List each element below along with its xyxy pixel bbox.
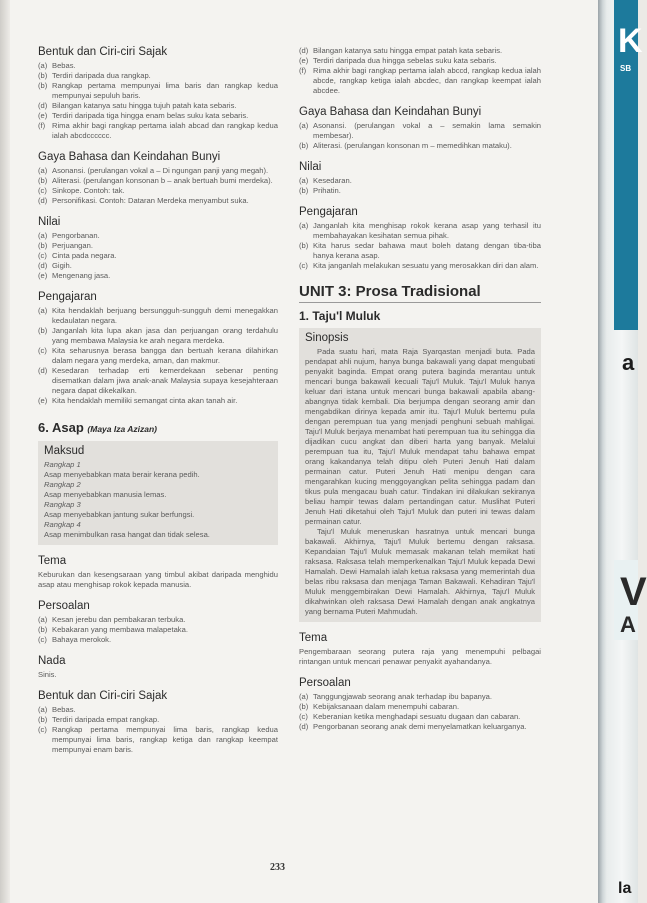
- nada-text: Sinis.: [38, 670, 57, 679]
- edge-letter: a: [622, 350, 635, 375]
- list-marker: (a): [299, 221, 309, 230]
- list-marker: (c): [38, 346, 47, 355]
- section-heading: Nilai: [299, 161, 322, 173]
- list-text: Terdiri daripada tiga hingga enam belas suku kata sebaris.: [52, 111, 249, 120]
- list-text: Mengenang jasa.: [52, 271, 111, 280]
- list-marker: (e): [38, 271, 48, 280]
- list-marker: (d): [38, 196, 48, 205]
- list: [299, 121, 541, 151]
- list-marker: (f): [38, 121, 46, 130]
- tema-text: Pengembaraan seorang putera raja yang menempuhi pelbagai rintangan untuk mencari penawar penyakit ayahandanya.: [299, 647, 541, 666]
- list-marker: (a): [38, 705, 48, 714]
- list-marker: (e): [299, 56, 309, 65]
- list-item: [299, 66, 541, 96]
- list-marker: (c): [38, 251, 47, 260]
- list-item: [299, 141, 541, 151]
- list-text: Prihatin.: [313, 186, 341, 195]
- edge-letter: la: [618, 880, 632, 897]
- list-text: Kesedaran.: [313, 176, 352, 185]
- list-text: Aliterasi. (perulangan konsonan b – anak bertuah bumi merdeka).: [52, 176, 273, 185]
- list-text: Rima akhir bagi rangkap pertama ialah abcad dan rangkap kedua ialah abcdcccccc.: [52, 121, 278, 140]
- list-marker: (b): [38, 176, 48, 185]
- section-heading: Nada: [38, 655, 66, 667]
- story-title: 1. Taju'l Muluk: [299, 309, 381, 323]
- stanza-meaning: Asap menyebabkan mata berair kerana pedih.: [44, 470, 200, 479]
- tema-text: Keburukan dan kesengsaraan yang timbul akibat daripada menghidu asap atau menghisap rokok kepada manusia.: [38, 570, 278, 589]
- list-text: Kita janganlah melakukan sesuatu yang merosakkan diri dan alam.: [313, 261, 539, 270]
- section-heading: Gaya Bahasa dan Keindahan Bunyi: [299, 106, 482, 118]
- list-text: Terdiri daripada dua rangkap.: [52, 71, 151, 80]
- list-item: [299, 702, 541, 712]
- list-text: Kita harus sedar bahawa maut boleh datang dengan tiba-tiba hanya kerana asap.: [313, 241, 541, 260]
- list-text: Personifikasi. Contoh: Dataran Merdeka menyambut suka.: [52, 196, 249, 205]
- sinopsis-paragraph: Taju'l Muluk meneruskan hasratnya untuk mencari bunga bakawali. Akhirnya, Taju'l Muluk bertemu dengan raksasa. Kepandaian Taju'l Muluk memasak makanan telah memikat hati raksasa. Raksasa telah memperkenalkan Taju'l Muluk kepada Dewi Hamalah. Dewi Hamalah ialah ketua raksasa yang memerintah dua belas ribu raksasa dan menjaga Taman Bakawali. Kehadiran Taju'l Muluk menggembirakan Dewi Hamalah. Akhirnya, Taju'l Muluk dikahwinkan oleh raksasa Dewi Hamalah dengan anak angkatnya yang bernama Puteri Mahmudah.: [305, 527, 535, 616]
- list-marker: (c): [38, 635, 47, 644]
- list-item: [299, 261, 541, 271]
- list-marker: (d): [299, 722, 309, 731]
- section-heading: Bentuk dan Ciri-ciri Sajak: [38, 46, 168, 58]
- section-heading: Gaya Bahasa dan Keindahan Bunyi: [38, 151, 221, 163]
- list-item: [38, 625, 278, 635]
- list: [299, 692, 541, 732]
- left-column: [38, 46, 278, 755]
- section-heading: Persoalan: [299, 677, 351, 689]
- section-heading: Bentuk dan Ciri-ciri Sajak: [38, 690, 168, 702]
- binding-shadow: [0, 0, 10, 903]
- list-item: [38, 366, 278, 396]
- list-item: [38, 196, 278, 206]
- list-item: [38, 271, 278, 281]
- list-marker: (a): [38, 166, 48, 175]
- list-item: [38, 725, 278, 755]
- list-item: [299, 56, 541, 66]
- list-marker: (a): [299, 692, 309, 701]
- section-heading: Nilai: [38, 216, 61, 228]
- list-marker: (d): [299, 46, 309, 55]
- list-item: [38, 231, 278, 241]
- list-item: [38, 241, 278, 251]
- list-marker: (a): [38, 61, 48, 70]
- list-marker: (d): [38, 101, 48, 110]
- list-marker: (a): [299, 176, 309, 185]
- unit-title: UNIT 3: Prosa Tradisional: [299, 283, 481, 300]
- stanza-label: Rangkap 2: [44, 480, 81, 489]
- list-marker: (e): [38, 396, 48, 405]
- list-marker: (b): [299, 241, 309, 250]
- list-marker: (c): [38, 725, 47, 734]
- stanza-meaning: Asap menyebabkan manusia lemas.: [44, 490, 167, 499]
- list-item: [38, 715, 278, 725]
- list-text: Gigih.: [52, 261, 72, 270]
- maksud-list: [44, 460, 272, 540]
- edge-letter: V: [620, 570, 647, 614]
- list-item: [38, 186, 278, 196]
- list-marker: (a): [299, 121, 309, 130]
- list: [299, 46, 541, 96]
- list-marker: (b): [299, 186, 309, 195]
- list-item: [38, 705, 278, 715]
- list-text: Janganlah kita lupa akan jasa dan perjuangan orang terdahulu yang membawa Malaysia ke arah negara merdeka.: [52, 326, 278, 345]
- stanza-label: Rangkap 1: [44, 460, 81, 469]
- list-marker: (d): [38, 366, 48, 375]
- stanza-meaning: Asap menyebabkan jantung sukar berfungsi.: [44, 510, 195, 519]
- list: [38, 306, 278, 406]
- list-marker: (b): [38, 81, 48, 90]
- list-text: Rangkap pertama mempunyai lima baris dan rangkap kedua mempunyai sepuluh baris.: [52, 81, 278, 100]
- list-text: Kita seharusnya berasa bangga dan bertuah kerana dilahirkan dalam negara yang merdeka, aman, dan makmur.: [52, 346, 278, 365]
- list-text: Bahaya merokok.: [52, 635, 112, 644]
- list-text: Sinkope. Contoh: tak.: [52, 186, 125, 195]
- list: [38, 166, 278, 206]
- list-text: Terdiri daripada empat rangkap.: [52, 715, 160, 724]
- list-item: [38, 261, 278, 271]
- stanza-label: Rangkap 3: [44, 500, 81, 509]
- list-item: [38, 81, 278, 101]
- list-item: [38, 101, 278, 111]
- list-text: Bilangan katanya satu hingga empat patah kata sebaris.: [313, 46, 503, 55]
- list-item: [38, 166, 278, 176]
- list-item: [38, 176, 278, 186]
- list-item: [299, 692, 541, 702]
- list-text: Janganlah kita menghisap rokok kerana asap yang terhasil itu membahayakan kesihatan semua pihak.: [313, 221, 541, 240]
- section-heading: Pengajaran: [299, 206, 358, 218]
- list-text: Cinta pada negara.: [52, 251, 117, 260]
- list-marker: (a): [38, 615, 48, 624]
- list-marker: (b): [38, 71, 48, 80]
- list-item: [38, 61, 278, 71]
- list-item: [38, 396, 278, 406]
- list-text: Bebas.: [52, 61, 76, 70]
- divider: [299, 302, 541, 303]
- list-marker: (a): [38, 306, 48, 315]
- list-text: Pengorbanan.: [52, 231, 100, 240]
- list: [38, 231, 278, 281]
- list-item: [299, 186, 541, 196]
- list-text: Kebijaksanaan dalam menempuhi cabaran.: [313, 702, 460, 711]
- list-item: [38, 306, 278, 326]
- right-column: [299, 46, 541, 732]
- section-heading: Persoalan: [38, 600, 90, 612]
- list-text: Kita hendaklah memiliki semangat cinta akan tanah air.: [52, 396, 238, 405]
- list-marker: (e): [38, 111, 48, 120]
- list-text: Rima akhir bagi rangkap pertama ialah abccd, rangkap kedua ialah abcde, rangkap ketiga ialah abcdec, dan rangkap keempat ialah abcdee.: [313, 66, 541, 95]
- list-item: [38, 251, 278, 261]
- section-heading: Tema: [299, 632, 328, 644]
- list-text: Aliterasi. (perulangan konsonan m – memedihkan mataku).: [313, 141, 512, 150]
- list-text: Kebakaran yang membawa malapetaka.: [52, 625, 188, 634]
- list-item: [38, 111, 278, 121]
- section-heading: Tema: [38, 555, 67, 567]
- list-text: Keberanian ketika menghadapi sesuatu dugaan dan cabaran.: [313, 712, 521, 721]
- list-item: [38, 346, 278, 366]
- list-item: [38, 615, 278, 625]
- list-marker: (a): [38, 231, 48, 240]
- poem-number: 6.: [38, 420, 49, 435]
- poem-author: (Maya Iza Azizan): [87, 424, 157, 434]
- list-text: Rangkap pertama mempunyai lima baris, rangkap kedua mempunyai lima baris, rangkap ketiga dan rangkap keempat mempunyai enam baris.: [52, 725, 278, 754]
- list: [38, 705, 278, 755]
- list-text: Terdiri daripada dua hingga sebelas suku kata sebaris.: [313, 56, 497, 65]
- edge-letter: SB: [620, 64, 632, 73]
- list-text: Kesedaran terhadap erti kemerdekaan sebenar penting disematkan dalam jiwa anak-anak Malaysia supaya kesejahteraan negara dapat dikekalkan.: [52, 366, 278, 395]
- list: [299, 221, 541, 271]
- stanza-meaning: Asap menimbulkan rasa hangat dan tidak selesa.: [44, 530, 210, 539]
- page-number: 233: [270, 862, 285, 873]
- list-marker: (b): [38, 241, 48, 250]
- list-item: [299, 121, 541, 141]
- list-item: [299, 712, 541, 722]
- list-text: Perjuangan.: [52, 241, 93, 250]
- list: [299, 176, 541, 196]
- list-text: Kita hendaklah berjuang bersungguh-sungguh demi menegakkan kedaulatan negara.: [52, 306, 278, 325]
- list-marker: (c): [299, 261, 308, 270]
- list-marker: (b): [38, 625, 48, 634]
- list: [38, 615, 278, 645]
- list-item: [38, 71, 278, 81]
- list-item: [299, 722, 541, 732]
- list: [38, 61, 278, 141]
- list-text: Asonansi. (perulangan vokal a – Di ngungan panji yang megah).: [52, 166, 269, 175]
- list-item: [38, 326, 278, 346]
- list-marker: (b): [299, 702, 309, 711]
- maksud-box: [38, 441, 278, 545]
- list-text: Tanggungjawab seorang anak terhadap ibu bapanya.: [313, 692, 493, 701]
- list-marker: (b): [299, 141, 309, 150]
- list-text: Bilangan katanya satu hingga tujuh patah kata sebaris.: [52, 101, 237, 110]
- section-heading: Sinopsis: [305, 332, 349, 344]
- stanza-label: Rangkap 4: [44, 520, 81, 529]
- sinopsis-box: [299, 328, 541, 622]
- section-heading: Pengajaran: [38, 291, 97, 303]
- edge-letter: K: [618, 22, 643, 60]
- list-text: Asonansi. (perulangan vokal a – semakin lama semakin membesar).: [313, 121, 541, 140]
- poem-title: [38, 420, 278, 435]
- list-text: Pengorbanan seorang anak demi menyelamatkan keluarganya.: [313, 722, 527, 731]
- section-heading: Maksud: [44, 445, 85, 457]
- list-marker: (c): [299, 712, 308, 721]
- poem-name: Asap: [51, 420, 84, 435]
- list-item: [38, 635, 278, 645]
- list-marker: (f): [299, 66, 307, 75]
- edge-letter: A: [620, 612, 636, 637]
- list-item: [299, 176, 541, 186]
- list-item: [299, 46, 541, 56]
- list-text: Kesan jerebu dan pembakaran terbuka.: [52, 615, 186, 624]
- list-text: Bebas.: [52, 705, 76, 714]
- list-item: [38, 121, 278, 141]
- sinopsis-paragraph: Pada suatu hari, mata Raja Syarqastan menjadi buta. Pada pendapat ahli nujum, hanya bunga bakawali yang dapat mengubati penyakit baginda. Empat orang putera baginda merantau untuk mencari bunga bakawali kecuali Taju'l Muluk. Taju'l Muluk hanya keluar dari istana untuk mencari bunga bakawali apabila abang-abangnya tidak kembali. Dia berjumpa dengan seorang amir dan mengabdikan dirinya kepada amir itu. Taju'l Muluk bertemu pula dengan perempuan tua yang menjadi penghuni sebuah mahligai. Taju'l Muluk berjaya menambat hati perempuan tua itu sehingga dia dijadikan cucu angkat dan diberi harta yang banyak. Melalui perempuan tua itu, Taju'l Muluk mendapat tahu bahawa empat orang kakandanya telah ditipu oleh Puteri Jenuh Hati dalam permainan catur. Puteri Jenuh Hati menipu dengan cara mengarahkan kucing menggoyangkan pelita sehingga padam dan tikus pula mengacau buah catur. Tindakan ini dilakukan sekiranya beliau hampir tewas dalam pertandingan catur. Muslihat Puteri Jenuh Hati diketahui oleh Taju'l Muluk dan puteri ini tewas dalam permainan catur.: [305, 347, 535, 526]
- list-marker: (c): [38, 186, 47, 195]
- list-item: [299, 221, 541, 241]
- list-marker: (b): [38, 326, 48, 335]
- list-marker: (d): [38, 261, 48, 270]
- list-marker: (b): [38, 715, 48, 724]
- list-item: [299, 241, 541, 261]
